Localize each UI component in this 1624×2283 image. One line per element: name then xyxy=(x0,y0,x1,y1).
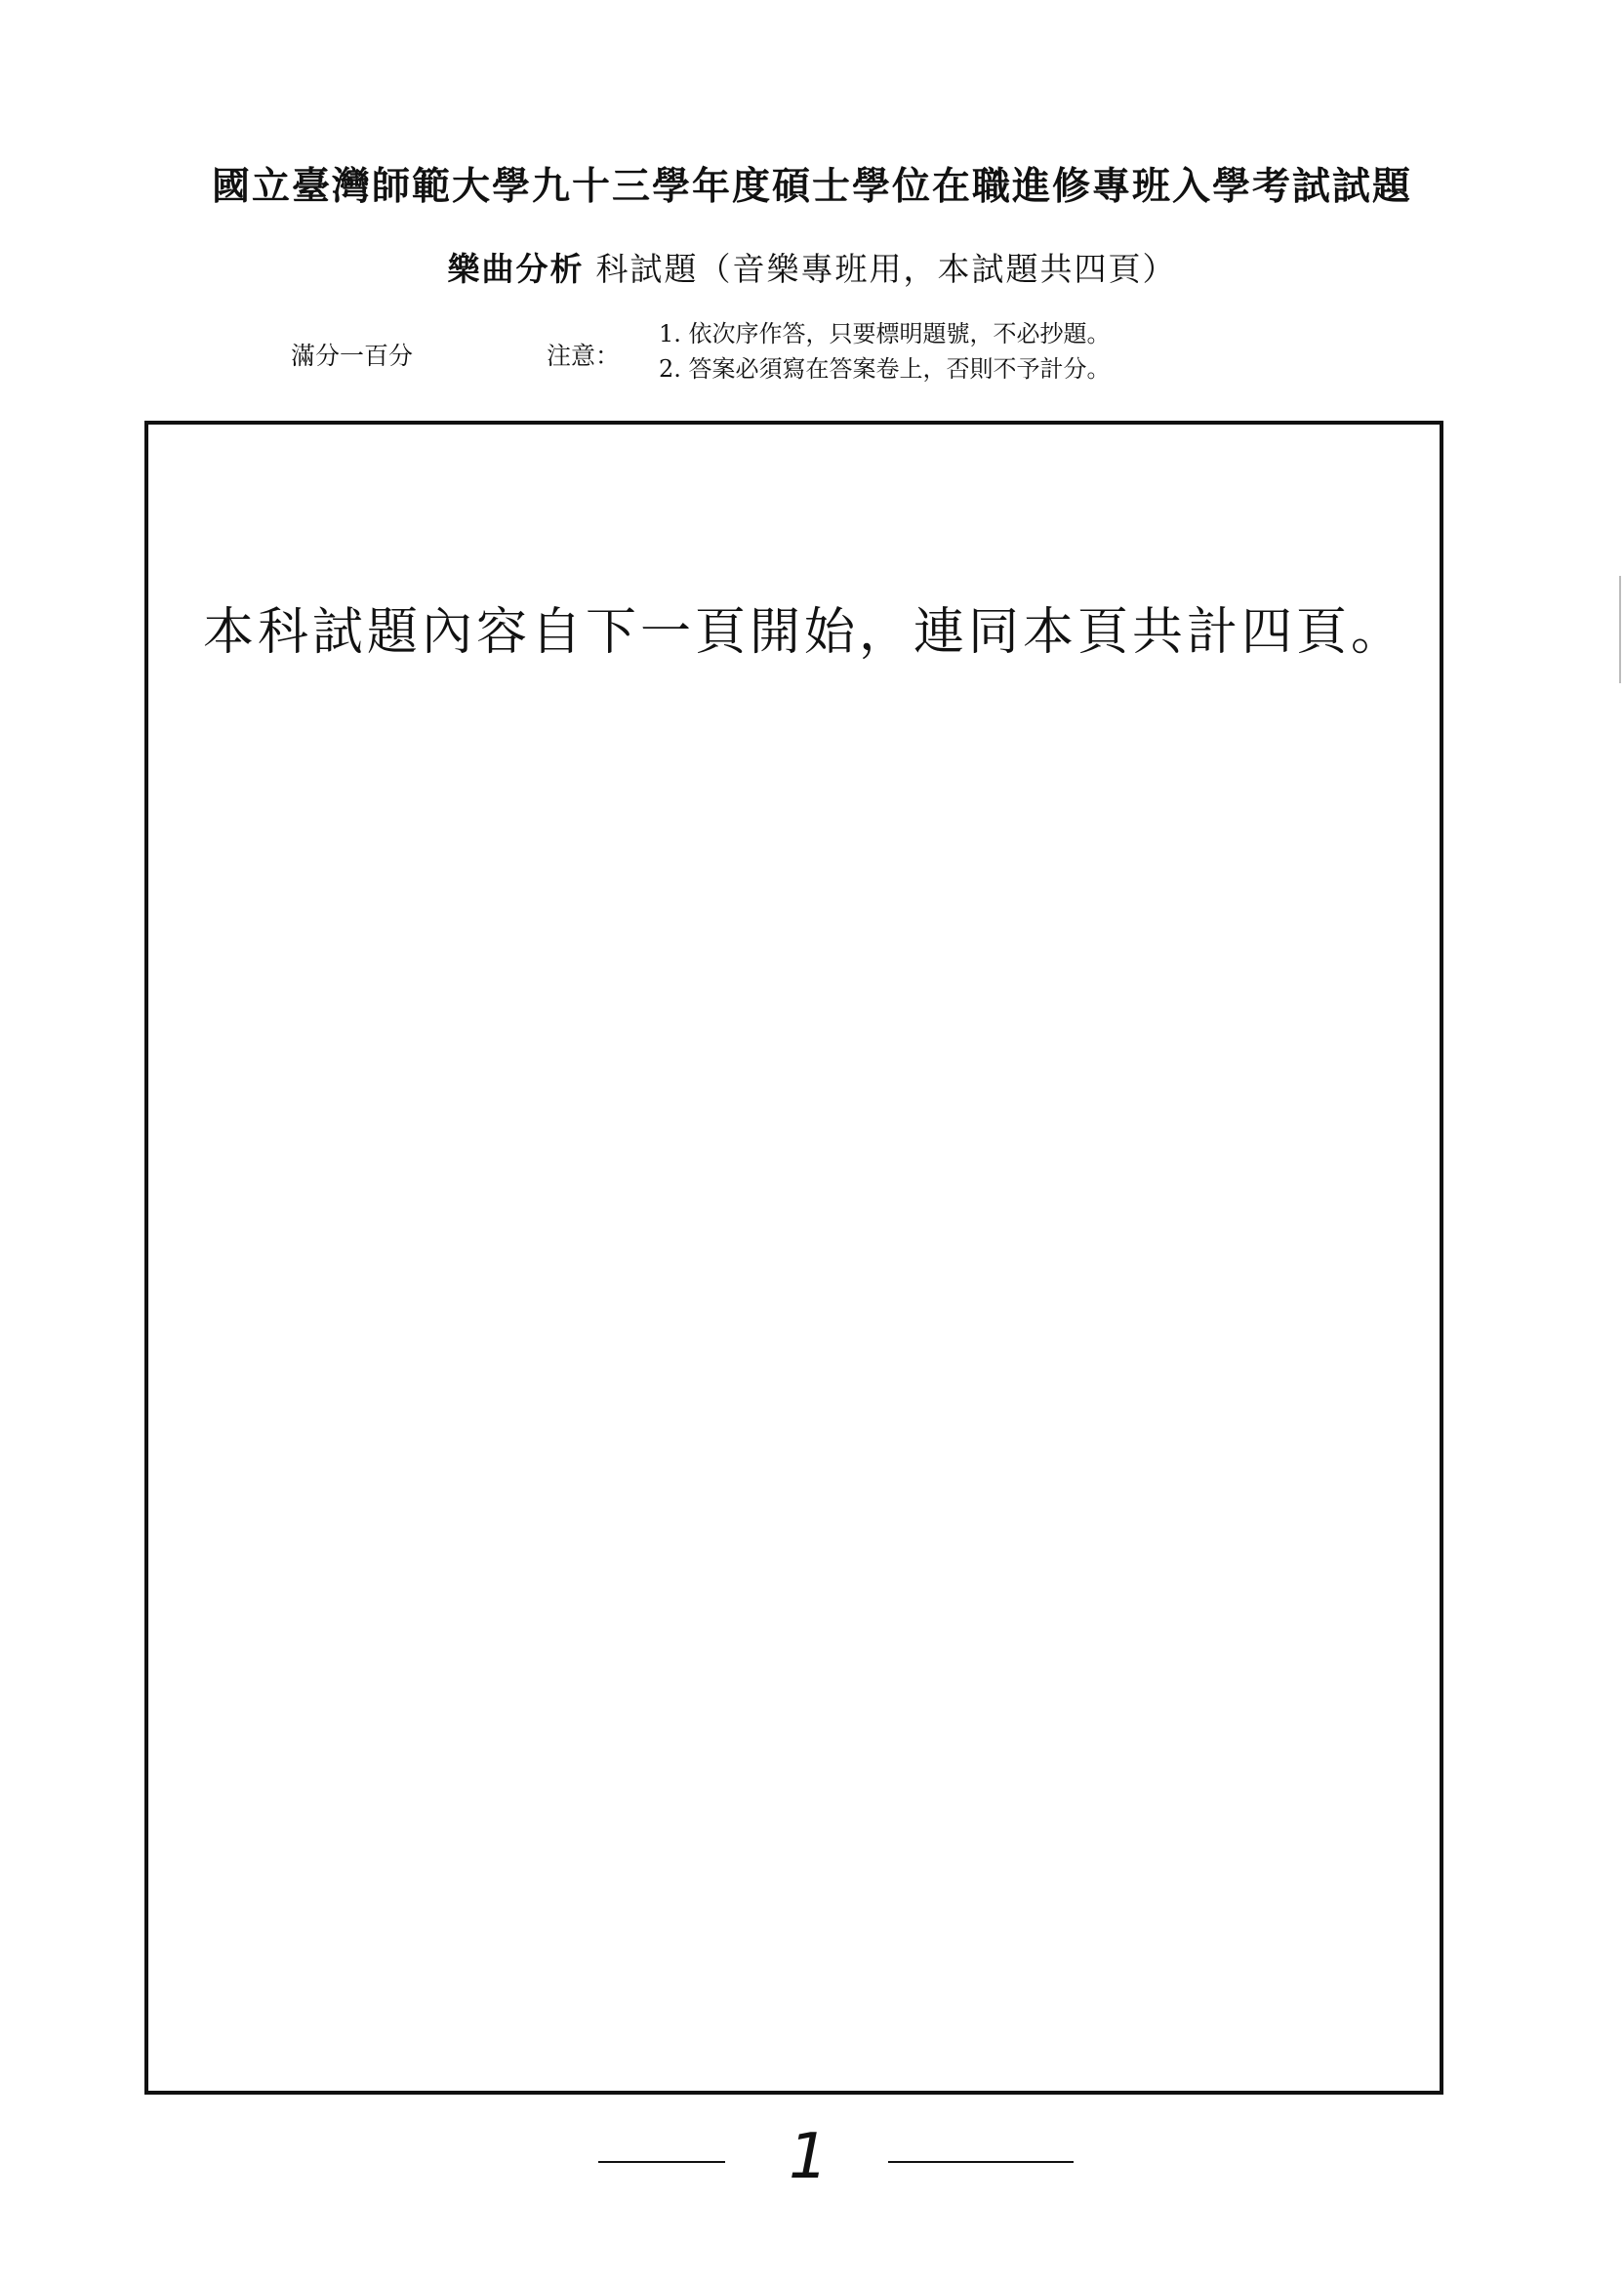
footer-dash-right xyxy=(888,2161,1074,2163)
page-footer xyxy=(0,2118,1624,2206)
subject-line xyxy=(0,244,1624,290)
page-number: 1 xyxy=(789,2121,829,2193)
notice-item: 2. 答案必須寫在答案卷上，否則不予計分。 xyxy=(659,355,1111,383)
notice-label: 注意： xyxy=(547,342,621,370)
notice-list xyxy=(659,316,1111,387)
content-box xyxy=(144,421,1443,2095)
subject-name: 樂曲分析 xyxy=(447,250,585,288)
scan-edge-mark xyxy=(1619,576,1621,683)
footer-dash-left xyxy=(598,2161,725,2163)
content-message: 本科試題內容自下一頁開始，連同本頁共計四頁。 xyxy=(203,603,1406,662)
exam-title: 國立臺灣師範大學九十三學年度碩士學位在職進修專班入學考試試題 xyxy=(211,164,1412,209)
subject-info: 科試題（音樂專班用，本試題共四頁） xyxy=(595,250,1177,288)
notice-item: 1. 依次序作答，只要標明題號，不必抄題。 xyxy=(659,320,1111,347)
full-score-label: 滿分一百分 xyxy=(291,342,414,370)
